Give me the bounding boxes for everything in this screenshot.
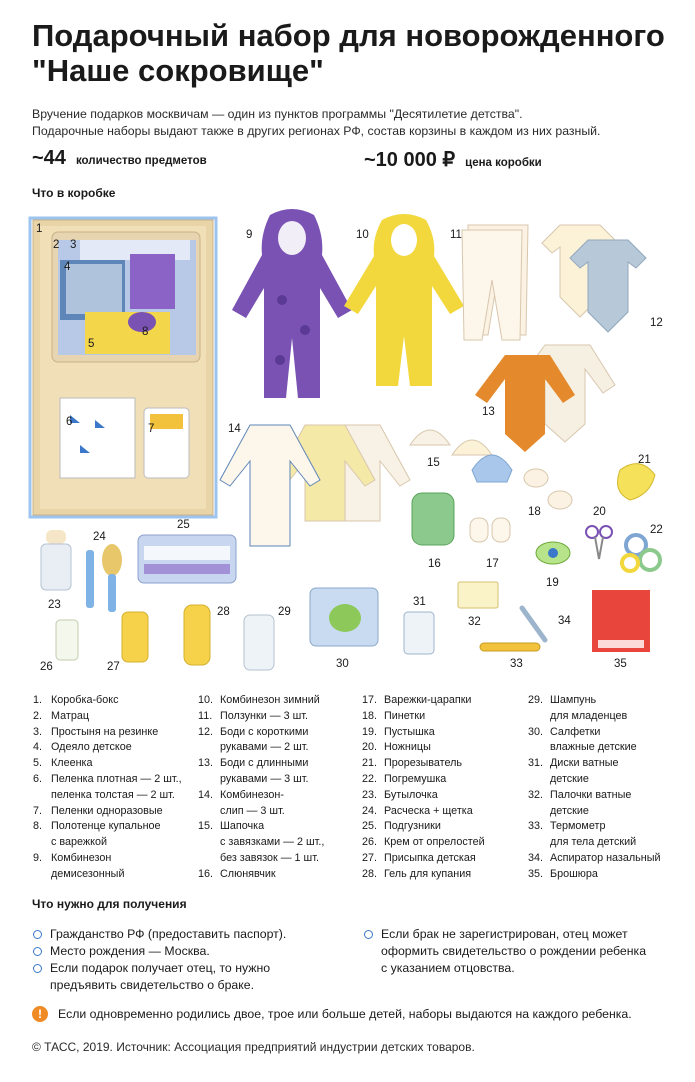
num-label: 7: [148, 423, 155, 435]
legend-number: 10.: [198, 694, 214, 706]
legend-text: Подгузники: [384, 820, 441, 833]
legend-row: [33, 819, 193, 835]
legend-row: [362, 772, 522, 788]
legend-row: [362, 725, 522, 741]
legend-number: 29.: [528, 694, 544, 706]
legend-row: [33, 788, 193, 804]
mittens-illustration: [470, 518, 510, 542]
legend-number: 35.: [528, 867, 544, 880]
legend-text: Прорезыватель: [384, 757, 463, 770]
legend-number: 8.: [33, 820, 43, 833]
num-label: 15: [427, 457, 440, 469]
legend-text: Расческа + щетка: [384, 804, 473, 817]
cream-tube-illustration: [56, 620, 78, 660]
gift-box-illustration: [30, 218, 216, 517]
num-label: 21: [638, 454, 651, 466]
requirement-line: Место рождения — Москва.: [50, 944, 210, 958]
legend-number: 12.: [198, 725, 214, 738]
legend-column-2: [198, 693, 358, 883]
legend-number: [198, 851, 220, 867]
legend-row: [362, 709, 522, 725]
legend-text: Слюнявчик: [220, 867, 276, 880]
legend-text: Бутылочка: [384, 788, 438, 801]
legend-number: [33, 835, 51, 851]
legend-text: Матрац: [51, 709, 90, 722]
legend-text: Пинетки: [384, 709, 426, 722]
legend-number: 31.: [528, 757, 544, 770]
legend-text: Пеленка плотная — 2 шт.,: [51, 772, 182, 785]
num-label: 8: [142, 326, 149, 338]
bullet-icon: [33, 964, 42, 973]
warning-icon: !: [32, 1006, 48, 1022]
legend-number: 21.: [362, 757, 378, 770]
legend-text: Комбинезон: [51, 851, 112, 864]
legend-text: Полотенце купальное: [51, 820, 161, 833]
legend-number: 9.: [33, 851, 43, 864]
legend-number: [528, 835, 550, 851]
legend-number: 24.: [362, 804, 378, 817]
legend-text: для тела детский: [550, 836, 637, 849]
legend-text: Пеленки одноразовые: [51, 804, 163, 817]
requirements-right: [364, 926, 684, 977]
legend-number: [198, 835, 220, 851]
legend-row: [528, 835, 688, 851]
legend-text: рукавами — 3 шт.: [220, 772, 309, 785]
legend-number: 30.: [528, 725, 544, 738]
legend-number: [528, 804, 550, 820]
stat-value: ~10 000 ₽: [364, 149, 456, 171]
lead-text: [32, 106, 672, 140]
num-label: 11: [450, 229, 462, 241]
legend-text: Шапочка: [220, 820, 265, 833]
note-text: Если одновременно родились двое, трое или больше детей, наборы выдаются на каждого ребенка.: [58, 1007, 632, 1021]
legend-number: 15.: [198, 820, 214, 833]
legend-row: [198, 788, 358, 804]
legend-number: [198, 804, 220, 820]
legend-text: с завязками — 2 шт.,: [220, 836, 325, 849]
legend-row: [362, 756, 522, 772]
bullet-icon: [33, 930, 42, 939]
legend-row: [528, 693, 688, 709]
comb-brush-illustration: [86, 544, 122, 612]
legend-number: 34.: [528, 851, 544, 864]
legend-number: 17.: [362, 694, 378, 706]
requirement-line: Если брак не зарегистрирован, отец может: [381, 927, 628, 941]
num-label: 9: [246, 229, 253, 241]
num-label: 29: [278, 606, 291, 618]
multiple-births-note: [32, 1006, 632, 1022]
teether-illustration: [618, 464, 655, 500]
num-label: 13: [482, 406, 495, 418]
thermometer-illustration: [480, 643, 540, 651]
stat-count: [32, 147, 207, 170]
legend-number: [528, 772, 550, 788]
requirement-line: с указанием отцовства.: [381, 961, 515, 975]
long-body-illustration: [475, 345, 615, 452]
lead-line: Подарочные наборы выдают также в других регионах РФ, состав корзины в каждом из них разный.: [32, 124, 601, 138]
legend-text: влажные детские: [550, 741, 637, 754]
legend-number: 27.: [362, 851, 378, 864]
legend-row: [33, 693, 193, 709]
legend-row: [198, 819, 358, 835]
num-label: 6: [66, 416, 73, 428]
legend-row: [198, 835, 358, 851]
legend-text: демисезонный: [51, 867, 125, 880]
legend-row: [33, 709, 193, 725]
legend-text: Присыпка детская: [384, 851, 476, 864]
num-label: 1: [36, 223, 43, 235]
legend-number: 11.: [198, 709, 213, 722]
legend-column-3: [362, 693, 522, 883]
legend-text: Клеенка: [51, 757, 93, 770]
legend-number: [33, 788, 51, 804]
legend-number: 32.: [528, 788, 544, 801]
num-label: 35: [614, 658, 627, 670]
num-label: 27: [107, 661, 120, 673]
legend-row: [362, 788, 522, 804]
bottle-illustration: [41, 530, 71, 590]
legend-row: [198, 725, 358, 741]
legend-row: [198, 804, 358, 820]
legend-column-1: [33, 693, 193, 883]
legend-text: Боди с короткими: [220, 725, 309, 738]
legend-row: [528, 804, 688, 820]
requirement-item: [364, 926, 684, 977]
legend-row: [198, 740, 358, 756]
legend-text: Пустышка: [384, 725, 435, 738]
stat-price: [364, 147, 542, 172]
num-label: 2: [53, 239, 60, 251]
num-label: 3: [70, 239, 77, 251]
legend-row: [528, 725, 688, 741]
num-label: 31: [413, 596, 426, 608]
legend-number: [198, 740, 220, 756]
legend-row: [33, 804, 193, 820]
legend-number: 14.: [198, 788, 214, 801]
aspirator-illustration: [522, 608, 545, 640]
legend-row: [362, 867, 522, 883]
legend-number: 22.: [362, 772, 378, 785]
gel-illustration: [184, 605, 210, 665]
legend-row: [33, 725, 193, 741]
pants-illustration: [462, 225, 528, 340]
legend-number: 23.: [362, 788, 378, 801]
num-label: 14: [228, 423, 241, 435]
wipes-illustration: [310, 588, 378, 646]
legend-text: Брошюра: [550, 867, 598, 880]
source-footer: © ТАСС, 2019. Источник: Ассоциация предприятий индустрии детских товаров.: [32, 1040, 475, 1054]
page-title: Подарочный набор для новорожденного "Наше сокровище": [32, 18, 665, 88]
num-label: 5: [88, 338, 95, 350]
legend-number: [198, 772, 220, 788]
legend-text: детские: [550, 772, 589, 785]
legend-text: детские: [550, 804, 589, 817]
legend-row: [198, 693, 358, 709]
legend-row: [198, 756, 358, 772]
pacifier-illustration: [536, 542, 570, 564]
legend-row: [33, 756, 193, 772]
legend-row: [198, 851, 358, 867]
brochure-illustration: [592, 590, 650, 652]
requirement-item: [33, 926, 353, 943]
num-label: 17: [486, 558, 499, 570]
legend-text: пеленка толстая — 2 шт.: [51, 788, 175, 801]
legend-text: для младенцев: [550, 709, 628, 722]
rattle-illustration: [622, 535, 660, 571]
legend-number: 6.: [33, 772, 43, 785]
legend-text: Комбинезон-: [220, 788, 284, 801]
num-label: 10: [356, 229, 369, 241]
num-label: 33: [510, 658, 523, 670]
legend-row: [33, 867, 193, 883]
legend-row: [362, 693, 522, 709]
legend-text: Комбинезон зимний: [220, 694, 320, 706]
num-label: 4: [64, 261, 71, 273]
cotton-buds-illustration: [458, 582, 498, 608]
legend-text: без завязок — 1 шт.: [220, 851, 319, 864]
legend-number: 7.: [33, 804, 43, 817]
sleepsuit-illustration: [220, 425, 410, 546]
legend-text: слип — 3 шт.: [220, 804, 285, 817]
num-label: 19: [546, 577, 559, 589]
legend-text: Варежки-царапки: [384, 694, 472, 706]
lead-line: Вручение подарков москвичам — один из пунктов программы "Десятилетие детства".: [32, 107, 523, 121]
num-label: 18: [528, 506, 541, 518]
stat-value: ~44: [32, 147, 66, 169]
legend-row: [198, 772, 358, 788]
legend-row: [198, 709, 358, 725]
legend-number: 19.: [362, 725, 378, 738]
short-body-illustration: [542, 225, 646, 332]
legend-row: [528, 772, 688, 788]
num-label: 28: [217, 606, 230, 618]
legend-text: Шампунь: [550, 694, 597, 706]
legend-row: [362, 851, 522, 867]
num-label: 34: [558, 615, 571, 627]
legend-text: Диски ватные: [550, 757, 619, 770]
legend-text: с варежкой: [51, 836, 108, 849]
legend-row: [362, 835, 522, 851]
box-heading: Что в коробке: [32, 186, 116, 200]
requirement-line: предъявить свидетельство о браке.: [50, 978, 255, 992]
box-illustration: [0, 205, 695, 680]
legend-text: Ползунки — 3 шт.: [220, 709, 308, 722]
legend-text: Погремушка: [384, 772, 447, 785]
num-label: 22: [650, 524, 663, 536]
legend-number: [528, 740, 550, 756]
legend-number: 16.: [198, 867, 214, 880]
diapers-illustration: [138, 535, 236, 583]
num-label: 24: [93, 531, 106, 543]
bullet-icon: [364, 930, 373, 939]
stat-label: цена коробки: [465, 157, 542, 169]
booties-illustration: [524, 469, 572, 509]
requirements-heading: Что нужно для получения: [32, 897, 187, 911]
legend-row: [528, 867, 688, 883]
legend-number: [33, 867, 51, 883]
legend-number: 2.: [33, 709, 43, 722]
legend-text: Ножницы: [384, 741, 431, 754]
legend-row: [528, 819, 688, 835]
requirement-item: [33, 960, 353, 994]
legend-row: [528, 756, 688, 772]
legend-row: [528, 851, 688, 867]
legend-column-4: [528, 693, 688, 883]
legend-number: 1.: [33, 694, 43, 706]
requirements-left: [33, 926, 353, 994]
legend-text: Крем от опрелостей: [384, 836, 485, 849]
stat-label: количество предметов: [75, 155, 207, 167]
legend-text: рукавами — 2 шт.: [220, 741, 309, 754]
legend-number: 33.: [528, 820, 544, 833]
legend-number: 26.: [362, 836, 378, 849]
powder-illustration: [122, 612, 148, 662]
shampoo-illustration: [244, 615, 274, 670]
legend-row: [362, 819, 522, 835]
requirement-line: Гражданство РФ (предоставить паспорт).: [50, 927, 287, 941]
num-label: 32: [468, 616, 481, 628]
legend-number: 18.: [362, 709, 378, 722]
legend-number: 28.: [362, 867, 378, 880]
legend-row: [362, 804, 522, 820]
legend-row: [528, 740, 688, 756]
legend-row: [528, 788, 688, 804]
legend-text: Коробка-бокс: [51, 694, 119, 706]
legend-row: [33, 772, 193, 788]
num-label: 20: [593, 506, 606, 518]
legend-text: Аспиратор назальный: [550, 851, 661, 864]
legend-number: 4.: [33, 741, 43, 754]
legend-text: Боди с длинными: [220, 757, 309, 770]
num-label: 30: [336, 658, 349, 670]
requirement-line: оформить свидетельство о рождении ребенка: [381, 944, 647, 958]
legend-row: [33, 740, 193, 756]
num-label: 23: [48, 599, 61, 611]
legend-number: 5.: [33, 757, 43, 770]
legend-number: [528, 709, 550, 725]
legend-text: Гель для купания: [384, 867, 472, 880]
bullet-icon: [33, 947, 42, 956]
hats-illustration: [410, 430, 512, 482]
num-label: 16: [428, 558, 441, 570]
num-label: 12: [650, 317, 663, 329]
num-label: 25: [177, 519, 190, 531]
legend-text: Термометр: [550, 820, 606, 833]
cotton-pads-illustration: [404, 612, 434, 654]
legend-row: [33, 835, 193, 851]
legend-row: [528, 709, 688, 725]
legend-text: Одеяло детское: [51, 741, 132, 754]
num-label: 26: [40, 661, 53, 673]
legend-number: 13.: [198, 757, 214, 770]
legend-number: 3.: [33, 725, 43, 738]
scissors-illustration: [586, 526, 612, 559]
legend-text: Салфетки: [550, 725, 601, 738]
legend-number: 20.: [362, 741, 378, 754]
requirement-line: Если подарок получает отец, то нужно: [50, 961, 271, 975]
bib-illustration: [412, 493, 454, 545]
legend-row: [362, 740, 522, 756]
requirement-item: [33, 943, 353, 960]
legend-text: Палочки ватные: [550, 788, 632, 801]
legend-text: Простыня на резинке: [51, 725, 159, 738]
legend-row: [198, 867, 358, 883]
legend-number: 25.: [362, 820, 378, 833]
legend-row: [33, 851, 193, 867]
